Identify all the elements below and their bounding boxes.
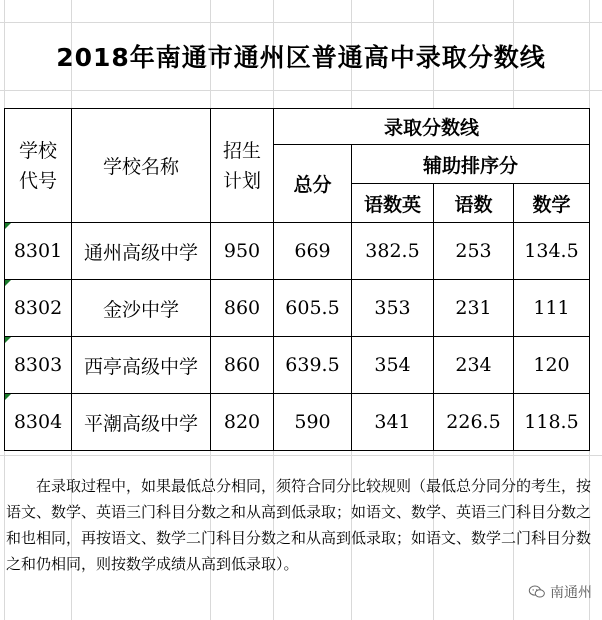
cell-code: 8301 [5, 223, 72, 280]
cell-yse: 382.5 [352, 223, 434, 280]
cell-total: 669 [274, 223, 352, 280]
header-aux-group: 辅助排序分 [352, 145, 590, 184]
cell-name: 金沙中学 [72, 280, 211, 337]
header-math: 数学 [514, 184, 590, 223]
table-row [5, 280, 590, 337]
cell-ys: 234 [434, 337, 514, 394]
cell-math: 118.5 [514, 394, 590, 451]
header-school-name: 学校名称 [72, 109, 211, 223]
watermark [528, 582, 592, 602]
cell-total: 590 [274, 394, 352, 451]
cell-name: 通州高级中学 [72, 223, 211, 280]
header-total: 总分 [274, 145, 352, 223]
header-yse: 语数英 [352, 184, 434, 223]
cell-plan: 860 [211, 280, 274, 337]
header-school-code: 学校 代号 [5, 109, 72, 223]
cell-math: 111 [514, 280, 590, 337]
wechat-icon [528, 585, 546, 599]
watermark-text: 南通州 [550, 585, 592, 601]
cell-name: 西亭高级中学 [72, 337, 211, 394]
cell-yse: 341 [352, 394, 434, 451]
score-table [4, 108, 590, 451]
cell-ys: 231 [434, 280, 514, 337]
cell-total: 639.5 [274, 337, 352, 394]
cell-ys: 253 [434, 223, 514, 280]
cell-total: 605.5 [274, 280, 352, 337]
header-score-group: 录取分数线 [274, 109, 590, 145]
cell-math: 134.5 [514, 223, 590, 280]
header-plan: 招生 计划 [211, 109, 274, 223]
header-ys: 语数 [434, 184, 514, 223]
cell-plan: 820 [211, 394, 274, 451]
cell-ys: 226.5 [434, 394, 514, 451]
cell-code: 8304 [5, 394, 72, 451]
cell-yse: 354 [352, 337, 434, 394]
tie-break-note: 在录取过程中，如果最低总分相同，须符合同分比较规则（最低总分同分的考生，按语文、数学、英语三门科目分数之和从高到低录取；如语文、数学、英语三门科目分数之和也相同，再按语文、数学二门科目分数之和从高到低录取；如语文、数学二门科目分数之和仍相同，则按数学成绩从高到低录取）。 [6, 477, 592, 573]
table-row [5, 394, 590, 451]
page-title: 2018年南通市通州区普通高中录取分数线 [56, 43, 546, 72]
table-row [5, 223, 590, 280]
cell-plan: 950 [211, 223, 274, 280]
cell-code: 8302 [5, 280, 72, 337]
table-row [5, 337, 590, 394]
cell-math: 120 [514, 337, 590, 394]
cell-name: 平潮高级中学 [72, 394, 211, 451]
cell-yse: 353 [352, 280, 434, 337]
cell-code: 8303 [5, 337, 72, 394]
cell-plan: 860 [211, 337, 274, 394]
